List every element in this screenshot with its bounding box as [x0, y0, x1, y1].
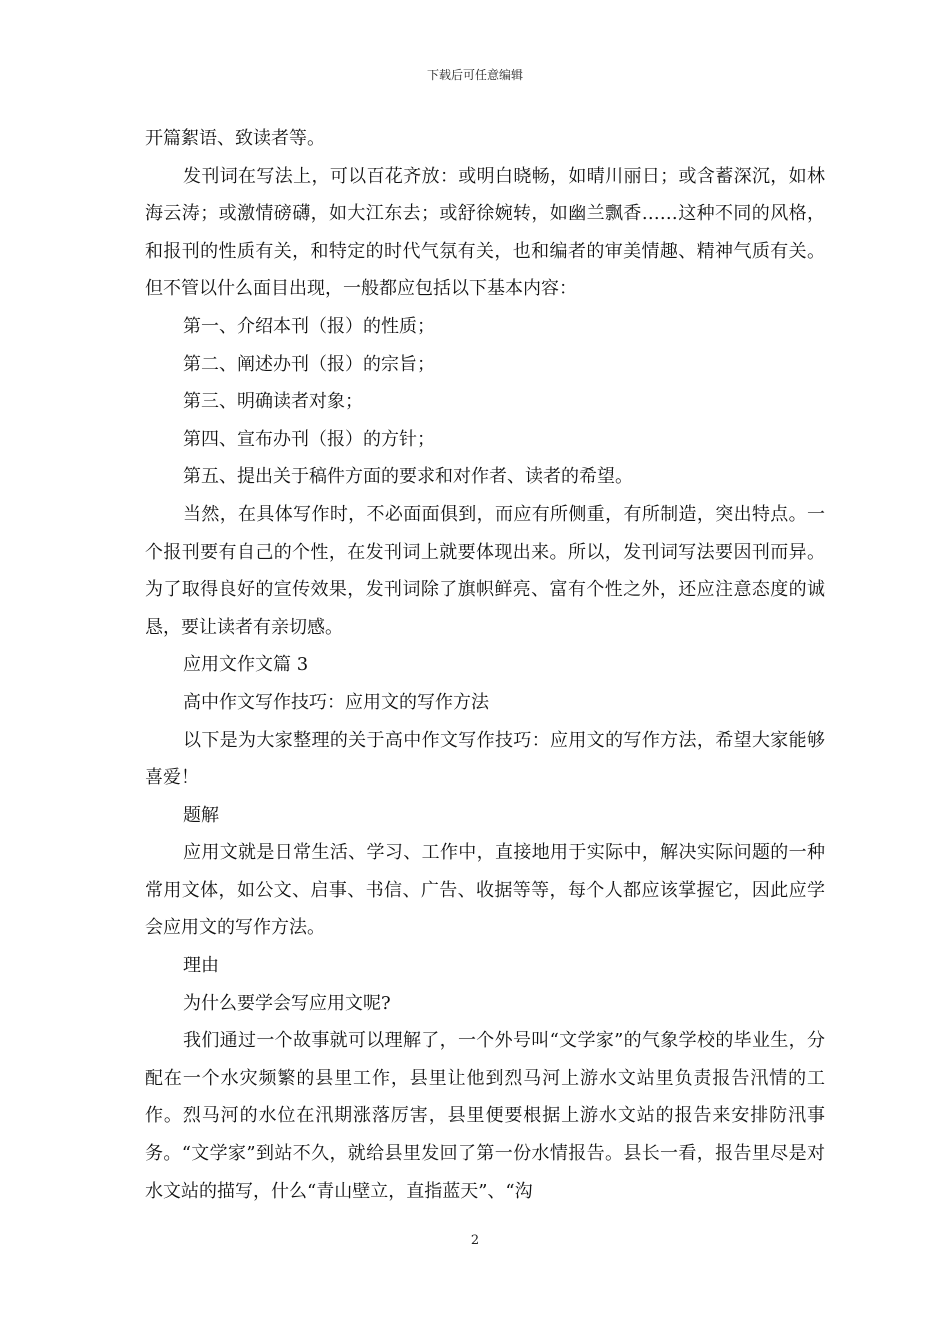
page-header: 下载后可任意编辑	[426, 68, 523, 82]
paragraph: 为什么要学会写应用文呢?	[183, 992, 391, 1014]
list-item: 第五、提出关于稿件方面的要求和对作者、读者的希望。	[183, 466, 633, 488]
paragraph: 以下是为大家整理的关于高中作文写作技巧：应用文的写作方法，希望大家能够喜爱！	[145, 729, 825, 789]
paragraph: 开篇絮语、致读者等。	[145, 128, 325, 149]
document-body	[145, 120, 825, 1210]
paragraph: 当然，在具体写作时，不必面面俱到，而应有所侧重，有所制造，突出特点。一个报刊要有自己的个性，在发刊词上就要体现出来。所以，发刊词写法要因刊而异。为了取得良好的宣传效果，发刊词除了旗帜鲜亮、富有个性之外，还应注意态度的诚恳，要让读者有亲切感。	[145, 503, 825, 638]
list-item: 第二、阐述办刊（报）的宗旨；	[183, 353, 435, 375]
article-title: 高中作文写作技巧：应用文的写作方法	[183, 691, 489, 713]
section-heading: 应用文作文篇 3	[183, 654, 309, 676]
list-item: 第四、宣布办刊（报）的方针；	[183, 428, 435, 450]
subheading: 理由	[183, 955, 219, 977]
paragraph: 发刊词在写法上，可以百花齐放：或明白晓畅，如晴川丽日；或含蓄深沉，如林海云涛；或激情磅礴，如大江东去；或舒徐婉转，如幽兰飘香……这种不同的风格，和报刊的性质有关，和特定的时代气氛有关，也和编者的审美情趣、精神气质有关。但不管以什么面目出现，一般都应包括以下基本内容：	[145, 165, 825, 300]
page-number: 2	[470, 1233, 480, 1248]
paragraph: 我们通过一个故事就可以理解了，一个外号叫“文学家”的气象学校的毕业生，分配在一个水灾频繁的县里工作，县里让他到烈马河上游水文站里负责报告汛情的工作。烈马河的水位在汛期涨落厉害，县里便要根据上游水文站的报告来安排防汛事务。“文学家”到站不久，就给县里发回了第一份水情报告。县长一看，报告里尽是对水文站的描写，什么“青山壁立，直指蓝天”、“沟	[145, 1030, 825, 1202]
subheading: 题解	[183, 804, 219, 826]
paragraph: 应用文就是日常生活、学习、工作中，直接地用于实际中，解决实际问题的一种常用文体，如公文、启事、书信、广告、收据等等，每个人都应该掌握它，因此应学会应用文的写作方法。	[145, 842, 825, 939]
list-item: 第一、介绍本刊（报）的性质；	[183, 315, 435, 337]
list-item: 第三、明确读者对象；	[183, 391, 363, 413]
